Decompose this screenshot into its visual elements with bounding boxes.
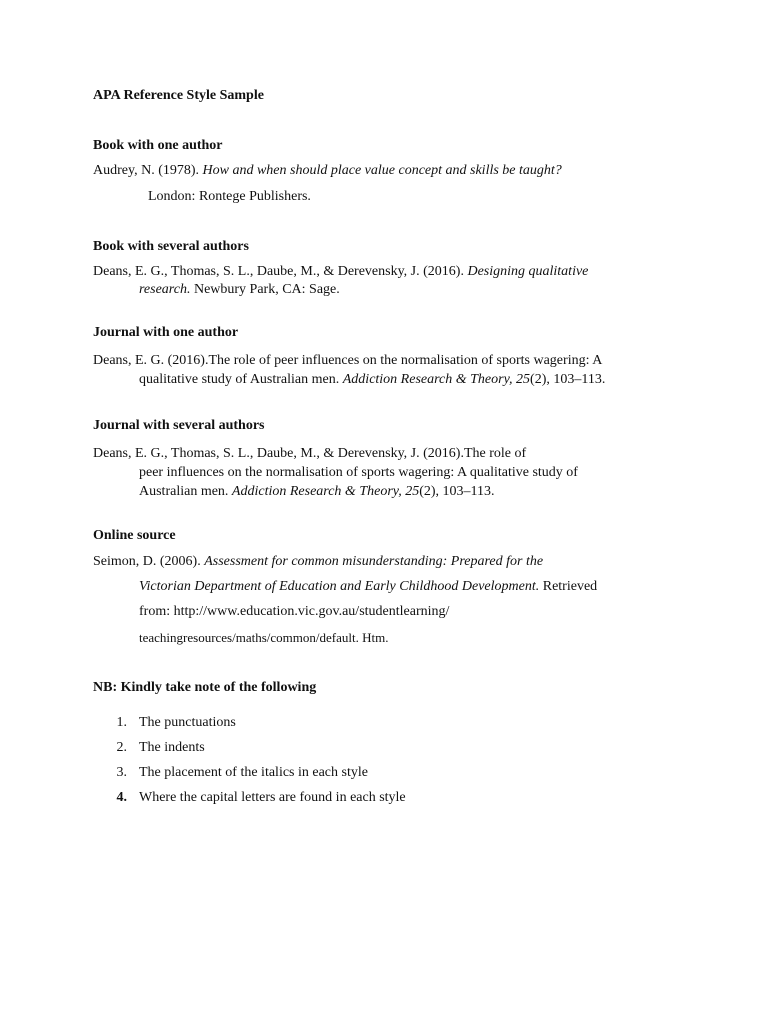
list-number: 3. [116,765,127,780]
reference-book-one-line1 [93,162,562,180]
reference-italic-title: How and when should place value concept and skills be taught? [202,163,562,178]
list-number: 2. [116,740,127,755]
reference-text: Deans, E. G., Thomas, S. L., Daube, M., & Derevensky, J. (2016). [93,264,468,279]
reference-book-several-line1 [93,263,588,281]
reference-book-one-line2: London: Rontege Publishers. [148,189,311,204]
reference-text: qualitative study of Australian men. [139,372,343,387]
list-number: 1. [116,715,127,730]
heading-book-one-author: Book with one author [93,138,223,153]
reference-italic-journal: Addiction Research & Theory, 25 [231,484,420,499]
heading-journal-several-authors: Journal with several authors [93,418,265,433]
reference-text: (2), 103–113. [419,484,495,499]
reference-italic-journal: Addiction Research & Theory, 25 [342,372,531,387]
reference-book-several-line2 [139,281,340,299]
reference-italic-title: Victorian Department of Education and Early Childhood Development. [139,579,540,594]
reference-text: (2), 103–113. [530,372,606,387]
list-item: Where the capital letters are found in each style [139,790,406,805]
list-number: 4. [116,790,127,805]
heading-book-several-authors: Book with several authors [93,239,249,254]
reference-journal-several-line3 [139,483,495,501]
heading-online-source: Online source [93,528,176,543]
reference-text: Newbury Park, CA: Sage. [190,282,340,297]
reference-online-line2 [139,578,597,596]
reference-text: Retrieved [539,579,598,594]
reference-italic-title: Designing qualitative [467,264,589,279]
reference-journal-several-line2: peer influences on the normalisation of sports wagering: A qualitative study of [139,465,578,480]
note-heading: NB: Kindly take note of the following [93,680,317,695]
reference-text: Australian men. [139,484,232,499]
reference-journal-several-line1: Deans, E. G., Thomas, S. L., Daube, M., & Derevensky, J. (2016).The role of [93,446,527,461]
reference-italic-title: Assessment for common misunderstanding: Prepared for the [204,554,544,569]
reference-italic-title: research. [139,282,191,297]
reference-text: Seimon, D. (2006). [93,554,205,569]
reference-text: Audrey, N. (1978). [93,163,203,178]
reference-online-url-line: from: http://www.education.vic.gov.au/studentlearning/ [139,604,450,619]
reference-online-url-line2: teachingresources/maths/common/default. Htm. [139,630,389,645]
list-item: The placement of the italics in each style [139,765,368,780]
reference-journal-one-line1: Deans, E. G. (2016).The role of peer influences on the normalisation of sports wagering: A [93,353,603,368]
list-item: The indents [139,740,205,755]
reference-journal-one-line2 [139,371,605,389]
list-item: The punctuations [139,715,236,730]
heading-journal-one-author: Journal with one author [93,325,239,340]
document-title: APA Reference Style Sample [93,88,264,103]
reference-online-line1 [93,553,543,571]
